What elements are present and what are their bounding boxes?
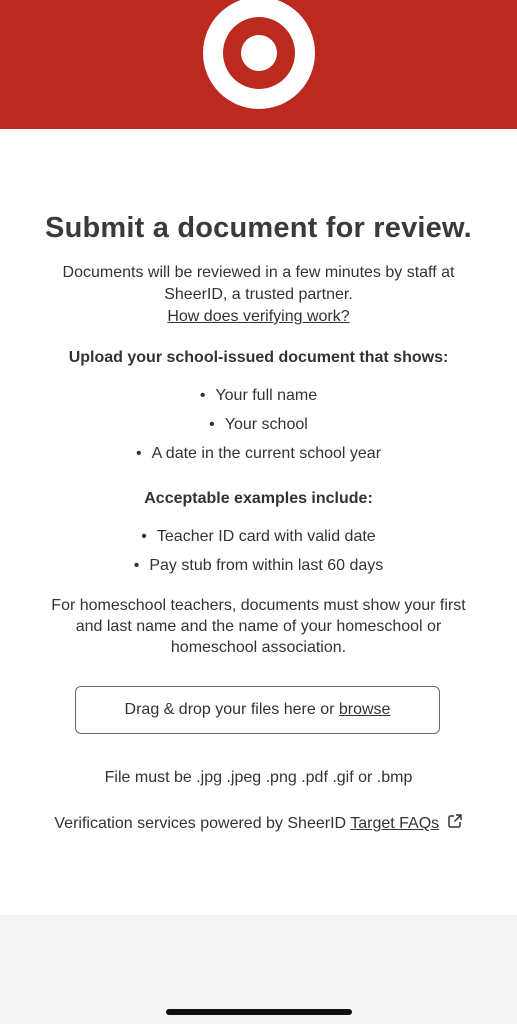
target-logo-icon [203,0,315,109]
external-link-icon[interactable] [447,813,463,829]
list-item [0,387,517,405]
list-item [0,557,517,575]
list-item-label: Your full name [215,387,318,404]
list-item-label: Teacher ID card with valid date [156,528,376,545]
examples-heading: Acceptable examples include: [144,490,373,507]
list-item [0,445,517,463]
homeschool-note: For homeschool teachers, documents must show your first and last name and the name of your homeschool or homeschool association. [51,597,466,656]
list-item [0,416,517,434]
bullet-icon: • [135,445,142,462]
file-dropzone[interactable] [75,686,440,734]
browse-link[interactable]: browse [338,701,391,718]
intro-line-2: SheerID, a trusted partner. [164,286,353,303]
list-item-label: A date in the current school year [151,445,382,462]
how-verifying-works-link[interactable]: How does verifying work? [167,308,350,325]
page-footer [0,915,517,1024]
bullet-icon: • [133,557,140,574]
target-faqs-link[interactable]: Target FAQs [350,815,440,832]
bullet-icon: • [199,387,206,404]
dropzone-text: Drag & drop your files here or [124,701,335,718]
list-item-label: Pay stub from within last 60 days [149,557,384,574]
file-types-note: File must be .jpg .jpeg .png .pdf .gif or .bmp [104,769,413,786]
upload-heading: Upload your school-issued document that shows: [68,349,449,366]
bullet-icon: • [141,528,147,545]
powered-by-footer [0,813,517,833]
header-banner [0,0,517,129]
intro-line-1: Documents will be reviewed in a few minutes by staff at [62,264,455,281]
bullet-icon: • [209,416,215,433]
home-indicator[interactable] [166,1009,352,1015]
powered-by-text: Verification services powered by SheerID [54,815,347,832]
page-title: Submit a document for review. [45,212,472,244]
list-item-label: Your school [224,416,308,433]
intro-text [30,262,487,328]
list-item [0,528,517,546]
